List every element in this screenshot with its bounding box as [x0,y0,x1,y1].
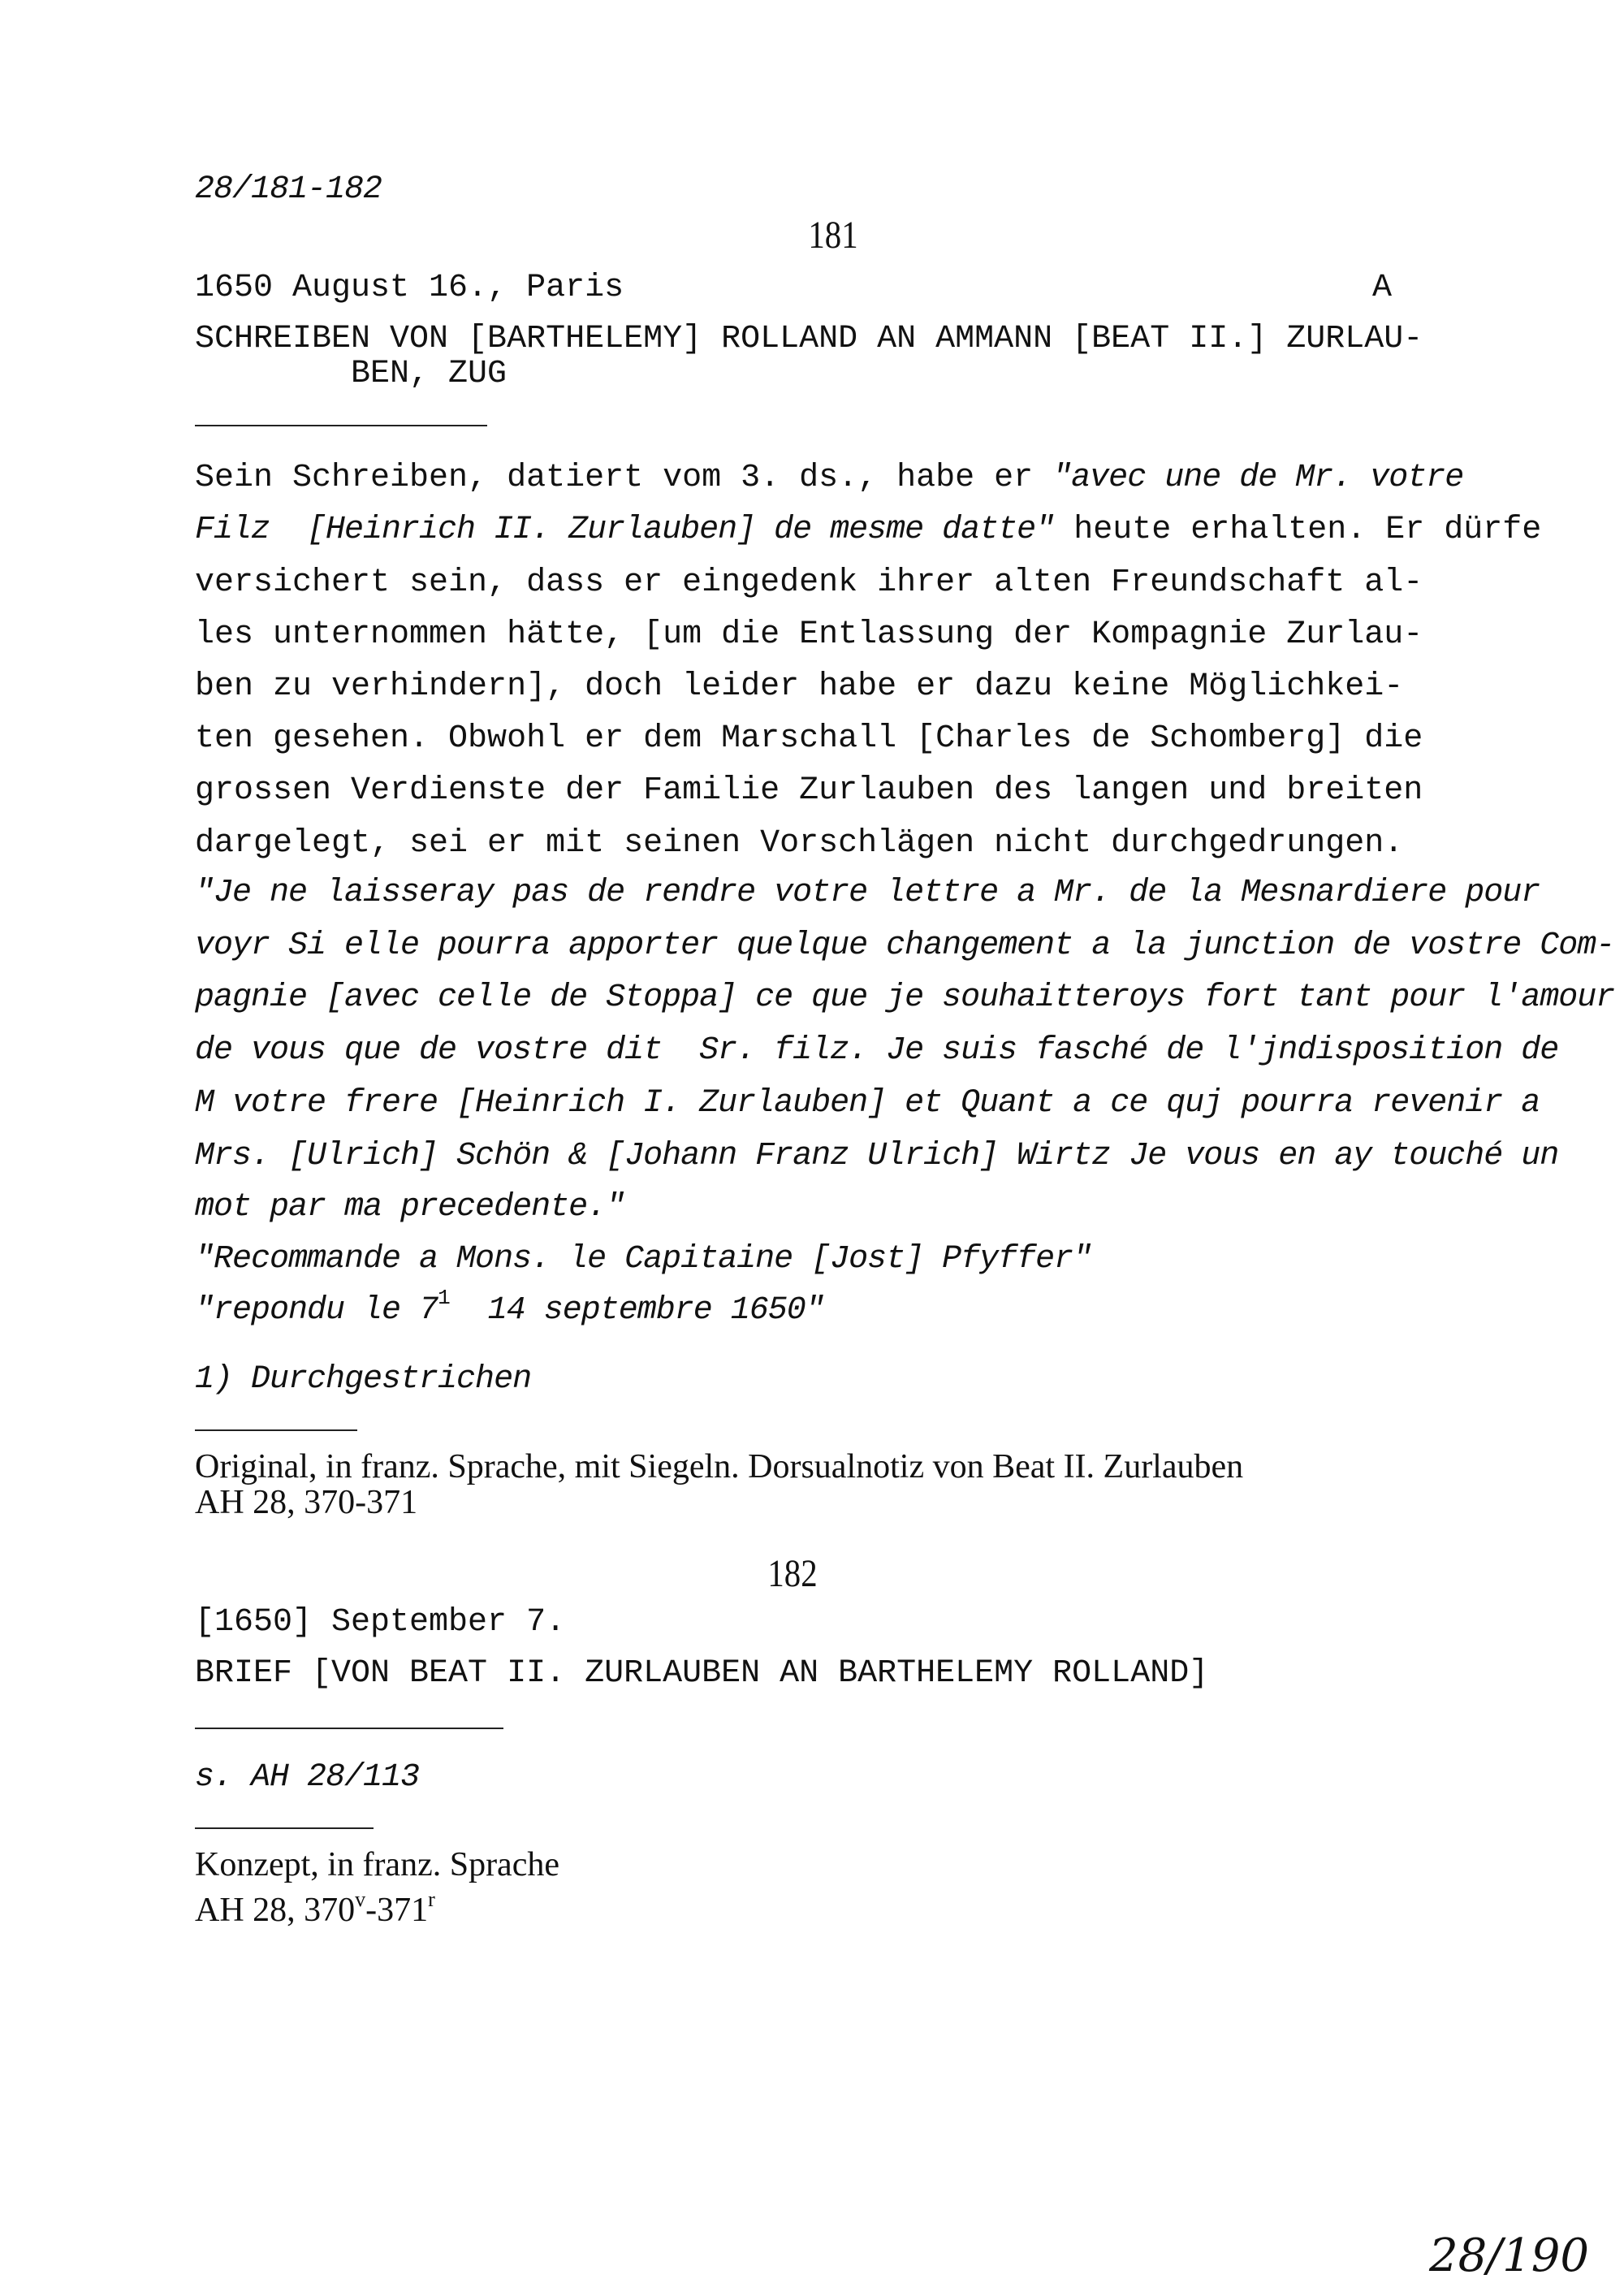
text-segment: Filz [Heinrich II. Zurlauben] de mesme datte" [195,512,1055,548]
text-segment: 1 [438,1286,451,1310]
divider [195,1827,374,1829]
text-segment: voyr Si elle pourra apporter quelque changement a la junction de vostre Com- [195,928,1615,964]
date-place-182: [1650] September 7. [195,1604,566,1641]
text-segment: "avec une de Mr. votre [1052,460,1464,496]
source-line-1: Original, in franz. Sprache, mit Siegeln. Dorsualnotiz von Beat II. Zurlauben [195,1448,1244,1485]
text-segment: ben zu verhindern], doch leider habe er dazu keine Möglichkei- [195,668,1404,705]
footnote: 1) Durchgestrichen [195,1361,532,1398]
date-place-181: 1650 August 16., Paris [195,270,624,306]
marker-a: A [1372,270,1393,306]
text-segment: "repondu le 7 [195,1292,438,1329]
text-segment: ten gesehen. Obwohl er dem Marschall [Charles de Schomberg] die [195,720,1423,757]
text-segment: les unternommen hätte, [um die Entlassung der Kompagnie Zurlau- [195,616,1423,653]
text-segment: AH 28, 370 [195,1892,356,1929]
body-line [195,511,1541,550]
text-segment: "Recommande a Mons. le Capitaine [Jost] Pfyffer" [195,1241,1092,1278]
text-segment: pagnie [avec celle de Stoppa] ce que je souhaitteroys fort tant pour l'amour [195,980,1615,1016]
title-182: BRIEF [VON BEAT II. ZURLAUBEN AN BARTHELEMY ROLLAND] [195,1655,1209,1692]
text-segment: Mrs. [Ulrich] Schön & [Johann Franz Ulrich] Wirtz Je vous en ay touché un [195,1138,1559,1174]
text-segment: "Je ne laisseray pas de rendre votre lettre a Mr. de la Mesnardiere pour [195,875,1540,911]
body-line [195,927,1614,966]
body-line [195,668,1403,707]
body-line [195,874,1540,913]
body-line [195,772,1423,811]
text-segment: v [355,1888,366,1911]
text-segment: mot par ma precedente." [195,1189,625,1226]
source-line-2: AH 28, 370-371 [195,1484,418,1521]
body-line [195,1137,1558,1176]
body-line [195,1286,824,1330]
text-segment: r [428,1888,435,1911]
handwritten-page-number: 28/190 [1429,2229,1590,2282]
body-line [195,720,1423,759]
text-segment: Sein Schreiben, datiert vom 3. ds., habe er [195,460,1053,496]
body-line [195,979,1614,1018]
body-line [195,1084,1540,1123]
body-line [195,1240,1091,1279]
text-segment: versichert sein, dass er eingedenk ihrer alten Freundschaft al- [195,564,1423,601]
text-segment: 14 septembre 1650" [450,1292,824,1329]
text-segment: dargelegt, sei er mit seinen Vorschlägen nicht durchgedrungen. [195,825,1404,862]
text-segment: -371 [365,1892,429,1929]
body-line [195,1188,624,1227]
divider [195,425,487,426]
body-line [195,1031,1558,1070]
body-line [195,459,1463,498]
text-segment: grossen Verdienste der Familie Zurlauben des langen und breiten [195,772,1423,809]
divider [195,1429,357,1431]
text-segment: heute erhalten. Er dürfe [1054,512,1542,548]
body-line [195,616,1423,655]
source-182-line1: Konzept, in franz. Sprache [195,1846,559,1883]
title-181-line1: SCHREIBEN VON [BARTHELEMY] ROLLAND AN AMMANN [BEAT II.] ZURLAU- [195,321,1423,357]
source-182-line2 [195,1888,435,1930]
note-182: s. AH 28/113 [195,1759,420,1796]
text-segment: de vous que de vostre dit Sr. filz. Je suis fasché de l'jndisposition de [195,1032,1559,1069]
document-number-181: 181 [808,214,858,257]
document-reference: 28/181-182 [195,171,382,208]
text-segment: M votre frere [Heinrich I. Zurlauben] et Quant a ce quj pourra revenir a [195,1085,1540,1122]
document-number-182: 182 [767,1552,818,1595]
title-181-line2: BEN, ZUG [351,356,508,392]
body-line [195,824,1403,863]
divider [195,1728,503,1729]
body-line [195,564,1423,603]
